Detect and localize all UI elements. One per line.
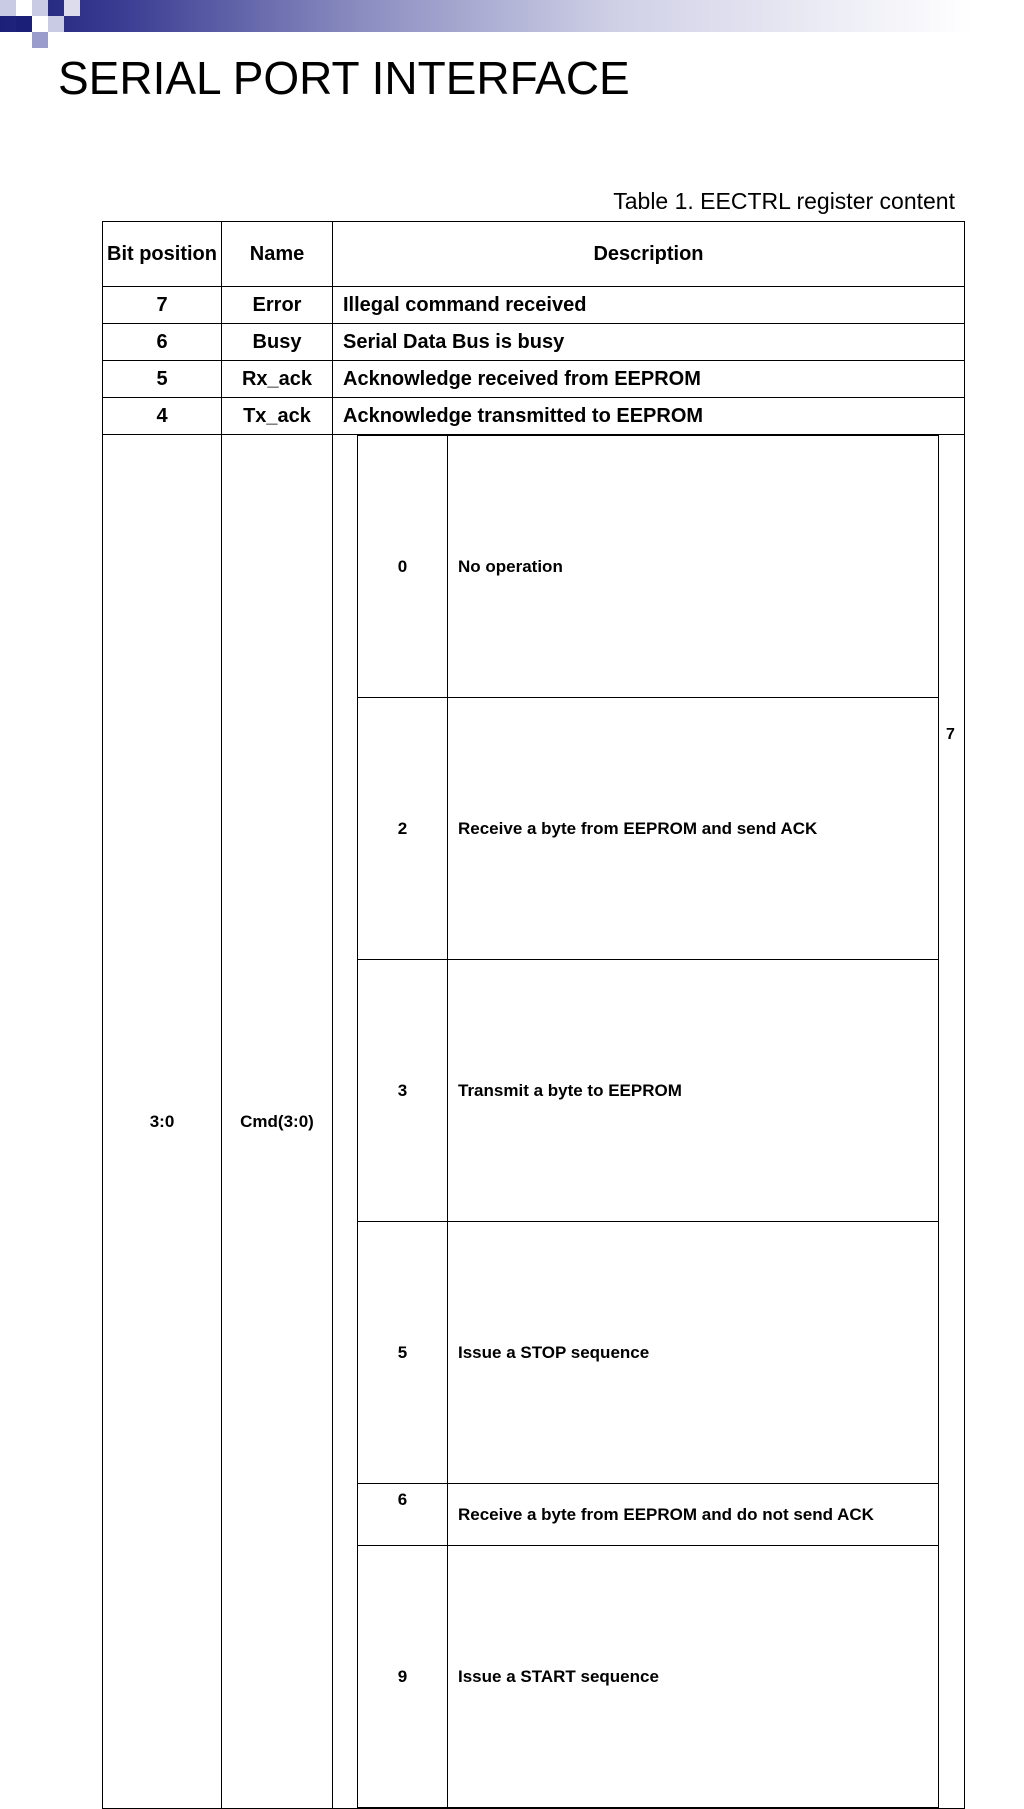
table-caption: Table 1. EECTRL register content: [613, 188, 955, 214]
cell-bit: 3:0: [103, 435, 222, 1809]
command-code: 2: [358, 698, 448, 960]
cell-bit: 7: [103, 287, 222, 324]
decorative-square: [16, 0, 32, 16]
cell-description: Acknowledge transmitted to EEPROM: [333, 398, 965, 435]
table-header-row: [103, 222, 965, 287]
decorative-square: [16, 16, 32, 32]
command-description: Issue a STOP sequence: [448, 1222, 939, 1484]
cell-name: Busy: [222, 324, 333, 361]
table-row: [103, 324, 965, 361]
command-row-item: [358, 960, 939, 1222]
command-description: Receive a byte from EEPROM and do not send ACK: [448, 1484, 939, 1546]
cell-bit: 4: [103, 398, 222, 435]
command-row-item: [358, 698, 939, 960]
command-row-item: [358, 436, 939, 698]
command-code: 6: [358, 1484, 448, 1546]
command-description: Issue a START sequence: [448, 1546, 939, 1808]
command-code: 5: [358, 1222, 448, 1484]
command-code: 9: [358, 1546, 448, 1808]
table-row: [103, 287, 965, 324]
cell-name: Error: [222, 287, 333, 324]
command-description: No operation: [448, 436, 939, 698]
cell-description: Illegal command received: [333, 287, 965, 324]
header-gradient-band: [0, 0, 1024, 32]
cell-bit: 5: [103, 361, 222, 398]
command-description: Receive a byte from EEPROM and send ACK: [448, 698, 939, 960]
command-row-item: [358, 1546, 939, 1808]
table-row: [103, 398, 965, 435]
command-code: 0: [358, 436, 448, 698]
header-description: Description: [333, 222, 965, 287]
decorative-square: [32, 16, 48, 32]
decorative-square: [32, 32, 48, 48]
cell-bit: 6: [103, 324, 222, 361]
cell-name: Rx_ack: [222, 361, 333, 398]
command-table: [357, 435, 939, 1808]
command-row: [103, 435, 965, 1809]
cell-name: Cmd(3:0): [222, 435, 333, 1809]
cell-command-list: [333, 435, 965, 1809]
decorative-square: [32, 0, 48, 16]
header-name: Name: [222, 222, 333, 287]
decorative-square: [48, 16, 64, 32]
register-table: [102, 221, 965, 1809]
cell-name: Tx_ack: [222, 398, 333, 435]
command-code: 3: [358, 960, 448, 1222]
cell-description: Acknowledge received from EEPROM: [333, 361, 965, 398]
command-row-item: [358, 1484, 939, 1546]
header-bit-position: Bit position: [103, 222, 222, 287]
command-description: Transmit a byte to EEPROM: [448, 960, 939, 1222]
table-row: [103, 361, 965, 398]
page-number: 7: [946, 726, 955, 743]
cell-description: Serial Data Bus is busy: [333, 324, 965, 361]
decorative-square: [0, 0, 16, 16]
slide-title: SERIAL PORT INTERFACE: [58, 52, 630, 104]
command-row-item: [358, 1222, 939, 1484]
decorative-square: [64, 0, 80, 16]
